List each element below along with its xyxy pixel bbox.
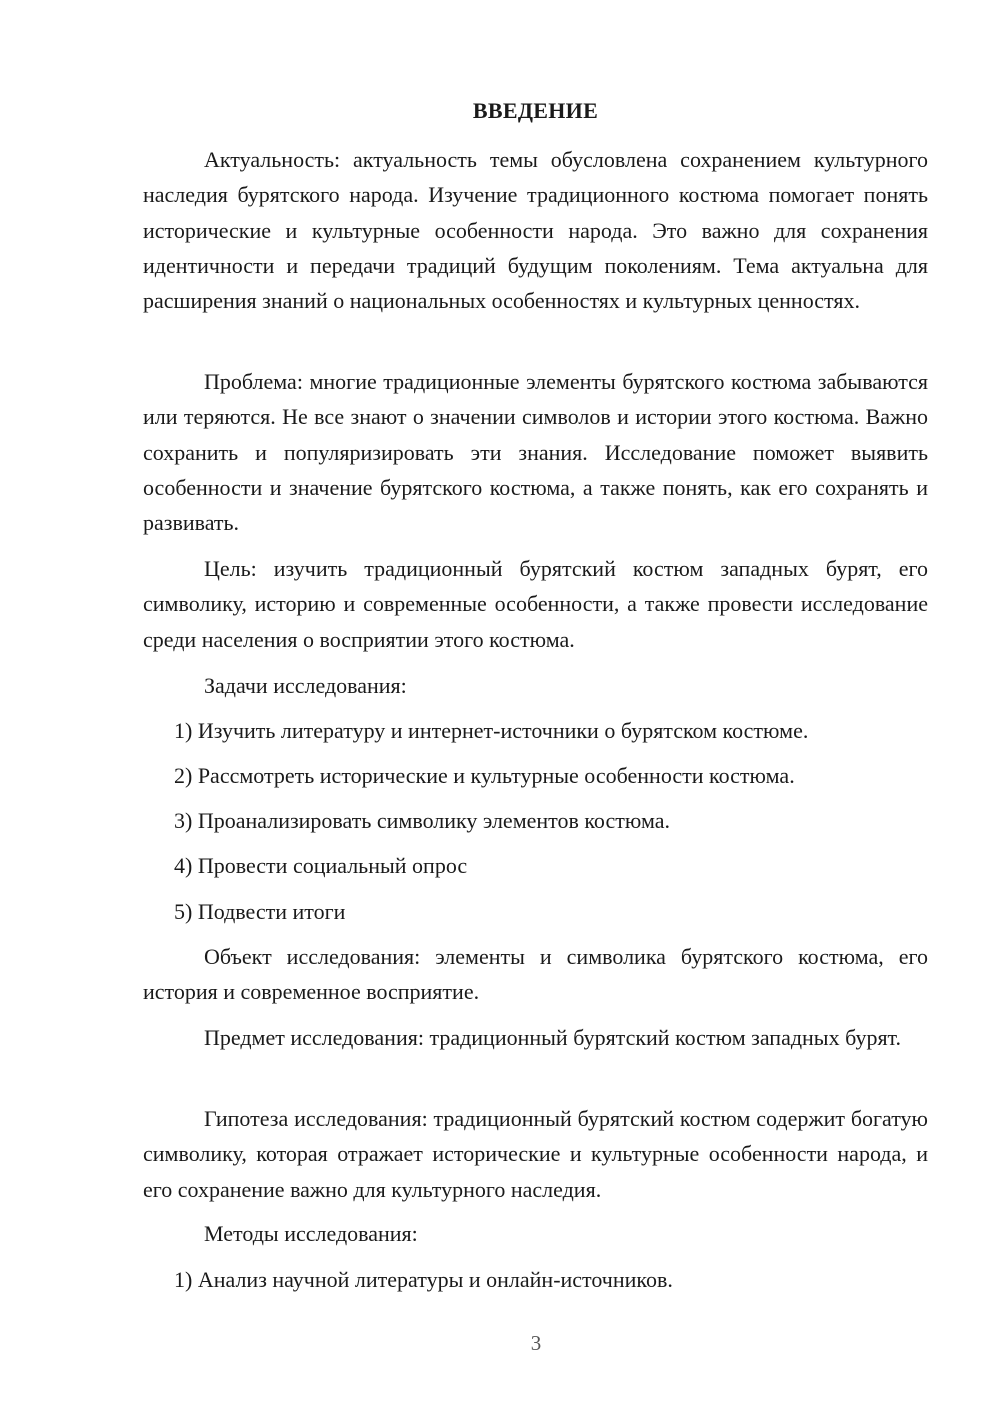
method-item: 1) Анализ научной литературы и онлайн-источников. [174, 1267, 673, 1292]
task-item: 2) Рассмотреть исторические и культурные особенности костюма. [174, 763, 795, 788]
task-item: 5) Подвести итоги [174, 899, 346, 924]
paragraph-goal: Цель: изучить традиционный бурятский костюм западных бурят, его символику, историю и современные особенности, а также провести исследование среди населения о восприятии этого костюма. [143, 556, 928, 652]
methods-heading: Методы исследования: [204, 1221, 418, 1246]
task-item: 3) Проанализировать символику элементов костюма. [174, 808, 671, 833]
paragraph-object: Объект исследования: элементы и символика бурятского костюма, его история и современное восприятие. [143, 944, 928, 1005]
paragraph-subject: Предмет исследования: традиционный бурятский костюм западных бурят. [204, 1025, 902, 1050]
paragraph-hypothesis: Гипотеза исследования: традиционный бурятский костюм содержит богатую символику, которая отражает исторические и культурные особенности народа, и его сохранение важно для культурного наследия. [143, 1106, 928, 1202]
task-item: 1) Изучить литературу и интернет-источники о бурятском костюме. [174, 718, 809, 743]
tasks-heading: Задачи исследования: [204, 673, 407, 698]
paragraph-relevance: Актуальность: актуальность темы обусловлена сохранением культурного наследия бурятского народа. Изучение традиционного костюма помогает понять исторические и культурные особенности народа. Это важно для сохранения идентичности и передачи традиций будущим поколениям. Тема актуальна для расширения знаний о национальных особенностях и культурных ценностях. [143, 147, 928, 314]
page-title: ВВЕДЕНИЕ [472, 98, 599, 123]
paragraph-problem: Проблема: многие традиционные элементы бурятского костюма забываются или теряются. Не все знают о значении символов и истории этого костюма. Важно сохранить и популяризировать эти знания. Исследование поможет выявить особенности и значение бурятского костюма, а также понять, как его сохранять и развивать. [143, 369, 928, 536]
task-item: 4) Провести социальный опрос [174, 853, 468, 878]
page-number: 3 [530, 1331, 542, 1355]
